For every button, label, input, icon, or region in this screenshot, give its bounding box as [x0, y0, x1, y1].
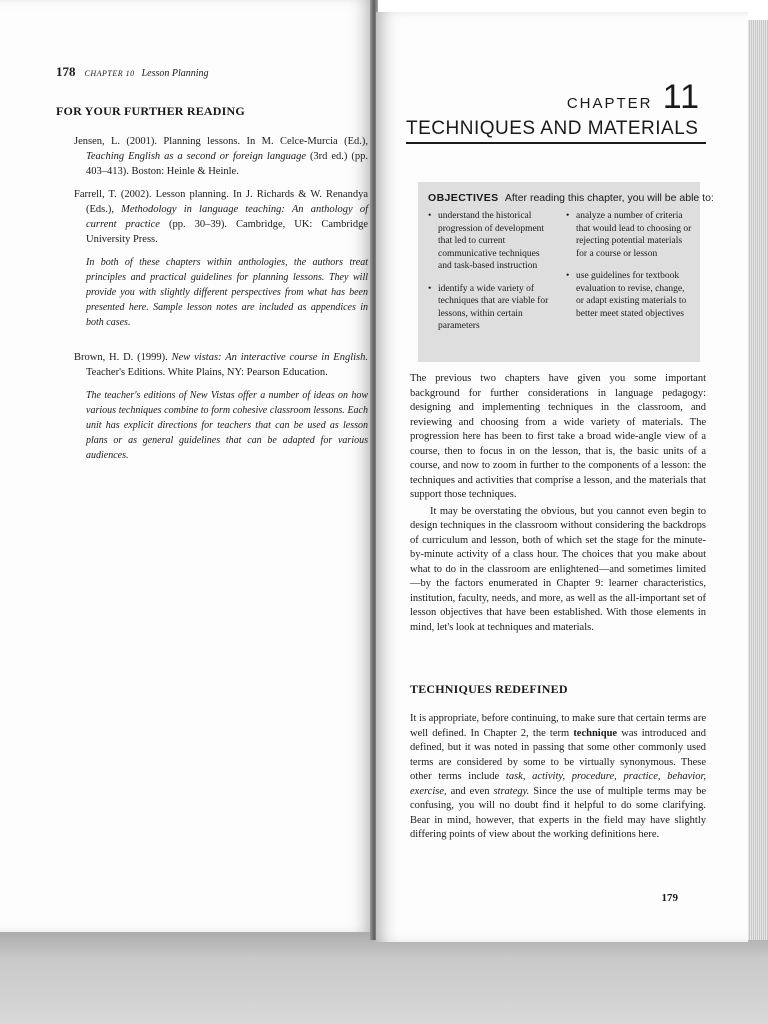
- page-edges: [748, 20, 768, 940]
- table-surface: [0, 930, 768, 1024]
- objectives-columns: [428, 210, 692, 343]
- further-reading-heading: FOR YOUR FURTHER READING: [56, 104, 245, 118]
- chapter-label: [567, 78, 700, 117]
- running-head: [56, 64, 356, 80]
- objective-item: • identify a wide variety of techniques that are viable for lessons, within certain parameters: [428, 283, 554, 333]
- techniques-redefined-heading: TECHNIQUES REDEFINED: [410, 682, 568, 696]
- left-page-number: 178: [56, 64, 76, 79]
- body-paragraph: It is appropriate, before continuing, to make sure that certain terms are well defined. In Chapter 2, the term technique was introduced and defined, but it was noted in passing that some other commonly used terms are considered by some to be virtually synonymous. These other terms include task, activity, procedure, practice, behavior, exercise, and even strategy. Since the use of multiple terms may be confusing, you will no doubt find it helpful to do some clarifying. Bear in mind, however, that experts in the field may have slightly differing points of view about the working definitions here.: [410, 713, 707, 840]
- objectives-column-left: [428, 210, 554, 343]
- reference-entry: Brown, H. D. (1999). New vistas: An interactive course in English. Teacher's Editions. White Plains, NY: Pearson Education.: [74, 352, 368, 378]
- objective-item: • use guidelines for textbook evaluation to revise, change, or adapt existing materials to better meet stated objectives: [566, 270, 692, 320]
- section-text: [410, 712, 706, 843]
- objective-item: • analyze a number of criteria that would lead to choosing or rejecting potential materials for a course or lesson: [566, 210, 692, 260]
- left-page: [0, 0, 372, 932]
- objectives-box: [418, 182, 714, 362]
- objectives-heading: [428, 192, 714, 204]
- chapter-word: CHAPTER: [566, 95, 653, 112]
- chapter-title: TECHNIQUES AND MATERIALS: [406, 118, 706, 144]
- running-title: Lesson Planning: [141, 68, 209, 79]
- chapter-number: 11: [662, 78, 700, 116]
- objectives-intro: After reading this chapter, you will be able to:: [504, 192, 714, 204]
- reference-annotation: In both of these chapters within anthologies, the authors treat principles and practical guidelines for planning lessons. They will provide you with slightly different perspectives from what has been presented here. Sample lesson notes are included as appendices in both cases.: [86, 257, 368, 328]
- body-paragraph: It may be overstating the obvious, but you cannot even begin to design techniques in the classroom without considering the backdrops of curriculum and lesson, both of which set the stage for the minute-by-minute activity of a class hour. The choices that you make about what to do in the classroom are enlightened—and sometimes limited—by the factors enumerated in Chapter 9: learner characteristics, institution, faculty, needs, and more, as well as the all-important set of lesson objectives that have been established. With those elements in mind, let's look at techniques and materials.: [410, 505, 706, 633]
- body-paragraph: The previous two chapters have given you some important background for further considerations in language pedagogy: designing and implementing techniques in the classroom, and reviewing and choosing from a wide variety of materials. The progression here has been to first take a broad wide-angle view of a course, then to focus in on the lesson, that is, the basic units of a course, and now to zoom in further to the components of a lesson: the techniques and activities that comprise a lesson, and the materials that support those techniques.: [410, 373, 706, 500]
- chapter-tag: CHAPTER 10: [84, 69, 135, 78]
- reference-annotation: The teacher's editions of New Vistas offer a number of ideas on how various techniques combine to form cohesive classroom lessons. Each unit has explicit directions for teachers that can be used as lesson plans or as general guidelines that can be adapted for various audiences.: [86, 390, 368, 461]
- objectives-column-right: [566, 210, 692, 343]
- reference-entry: Farrell, T. (2002). Lesson planning. In J. Richards & W. Renandya (Eds.), Methodology in language teaching: An anthology of current practice (pp. 30–39). Cambridge, UK: Cambridge University Press.: [74, 189, 369, 245]
- objective-item: • understand the historical progression of development that led to current communicative techniques and task-based instruction: [428, 210, 554, 273]
- intro-text: [410, 372, 706, 635]
- reference-entry: Jensen, L. (2001). Planning lessons. In M. Celce-Murcia (Ed.), Teaching English as a second or foreign language (3rd ed.) (pp. 403–413). Boston: Heinle & Heinle.: [74, 136, 368, 177]
- right-page-number: 179: [661, 892, 678, 904]
- reference-list: [74, 134, 368, 483]
- right-page: [376, 12, 748, 942]
- objectives-keyword: OBJECTIVES: [428, 192, 499, 204]
